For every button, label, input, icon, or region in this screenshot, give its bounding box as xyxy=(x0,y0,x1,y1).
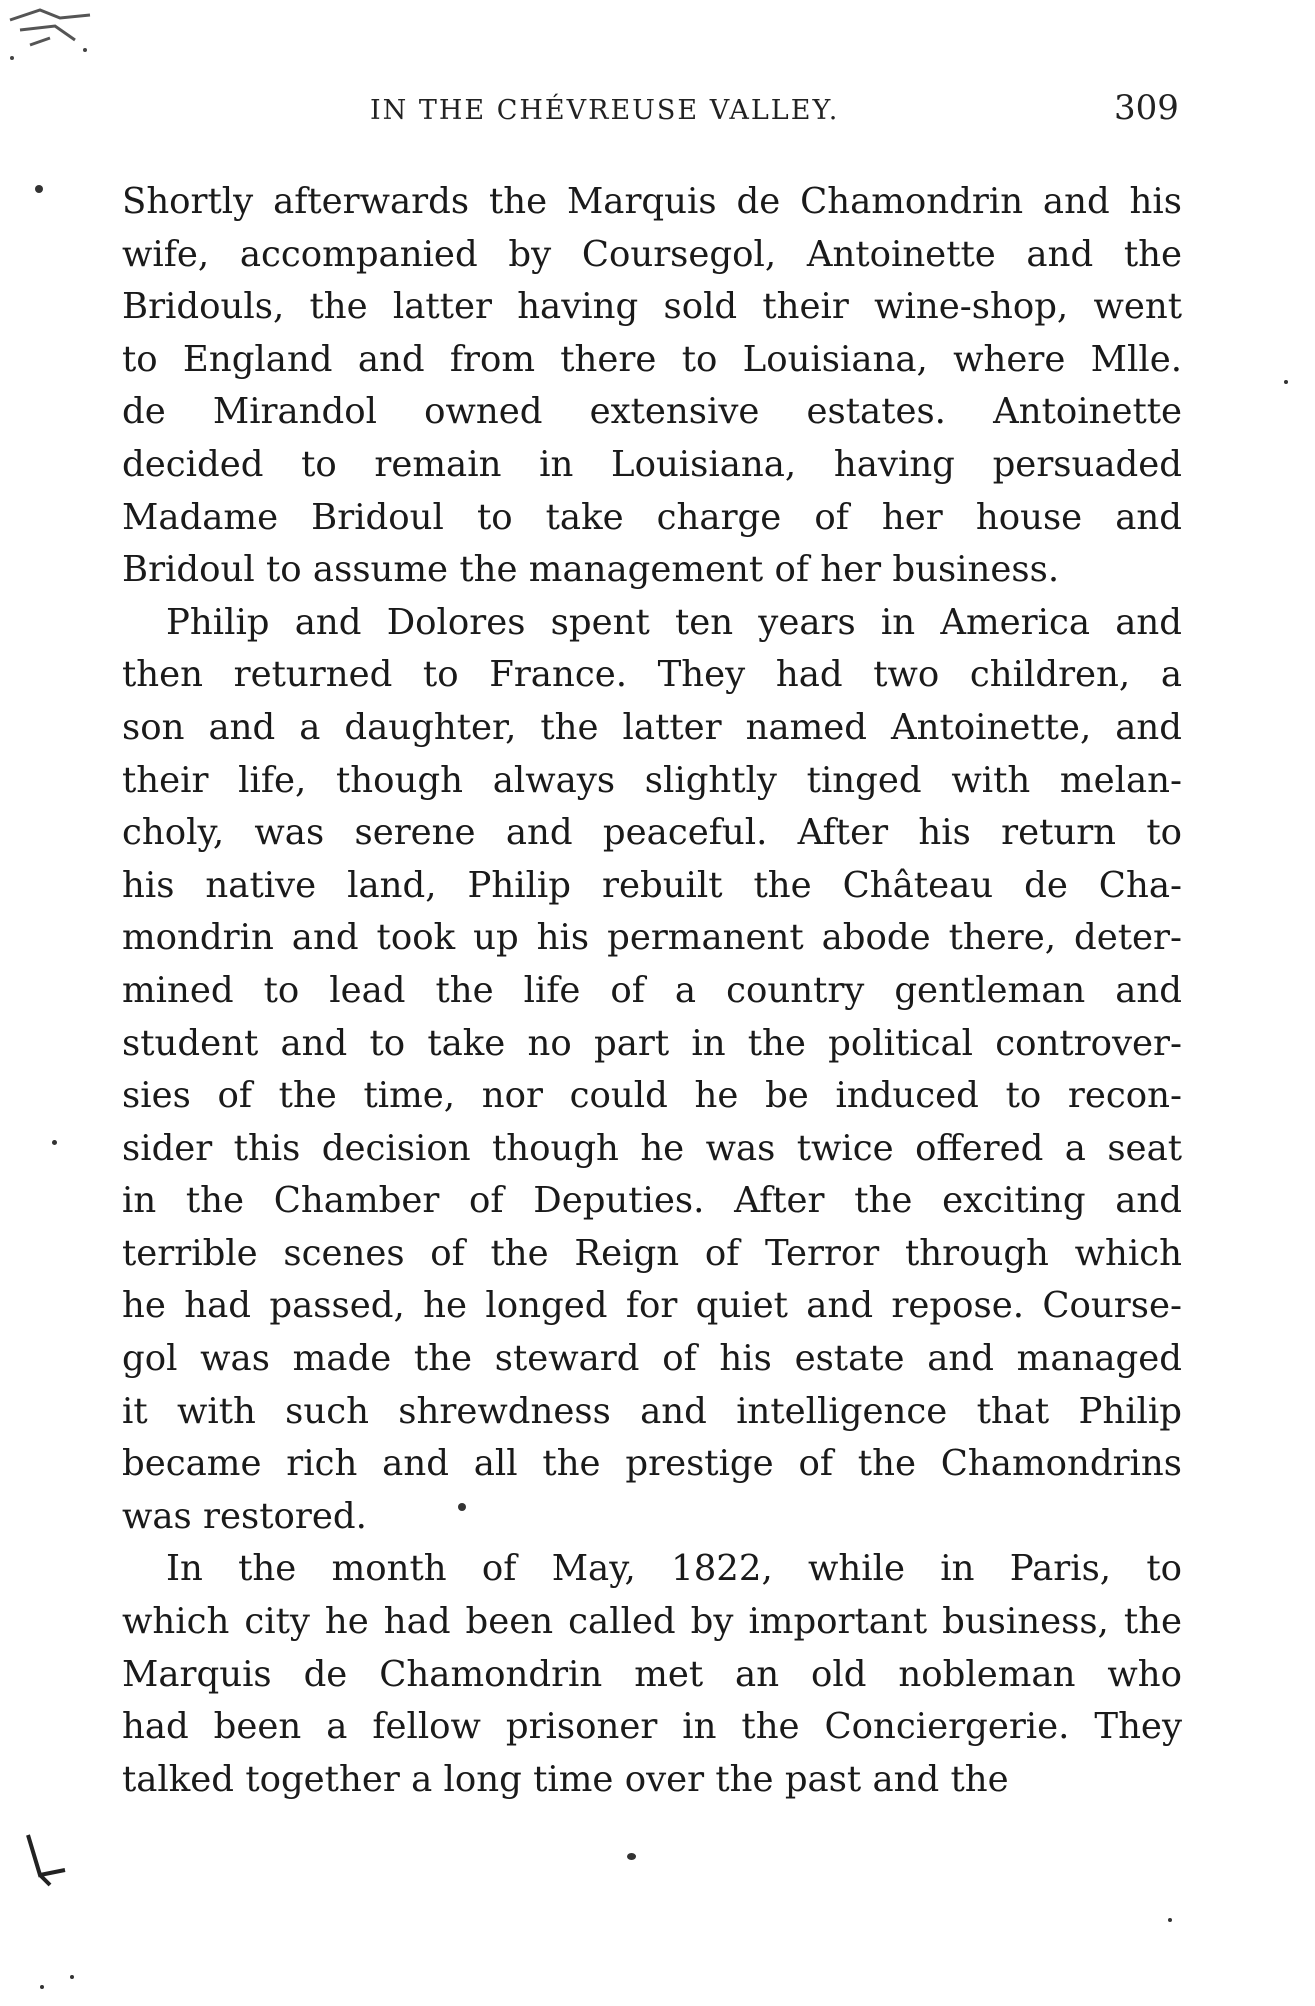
text-line: became rich and all the prestige of the Chamondrins xyxy=(122,1443,1182,1485)
text-line: gol was made the steward of his estate and managed xyxy=(122,1338,1182,1380)
text-line: Marquis de Chamondrin met an old nobleman who xyxy=(122,1653,1182,1695)
text-line: had been a fellow prisoner in the Conciergerie. They xyxy=(122,1706,1182,1748)
speck xyxy=(52,1140,57,1145)
text-line: was restored. xyxy=(122,1495,367,1537)
text-line: Bridoul to assume the management of her business. xyxy=(122,549,1060,591)
paragraph xyxy=(122,1543,1182,1806)
text-line: choly, was serene and peaceful. After his return to xyxy=(122,812,1182,854)
text-line: in the Chamber of Deputies. After the exciting and xyxy=(122,1180,1182,1222)
text-line: terrible scenes of the Reign of Terror through which xyxy=(122,1232,1182,1274)
running-title: IN THE CHÉVREUSE VALLEY. xyxy=(370,95,840,126)
text-line: to England and from there to Louisiana, where Mlle. xyxy=(122,338,1182,380)
page-number: 309 xyxy=(1114,88,1179,128)
speck xyxy=(70,1975,74,1979)
text-line: which city he had been called by important business, the xyxy=(122,1601,1182,1643)
text-line: sider this decision though he was twice offered a seat xyxy=(122,1127,1182,1169)
text-line: In the month of May, 1822, while in Paris, to xyxy=(166,1548,1182,1590)
ink-blot-top-left xyxy=(0,0,110,80)
text-line: student and to take no part in the political controver- xyxy=(122,1022,1182,1064)
text-line: it with such shrewdness and intelligence that Philip xyxy=(122,1390,1182,1432)
paragraph xyxy=(122,176,1182,597)
text-line: son and a daughter, the latter named Antoinette, and xyxy=(122,706,1182,748)
text-line: Philip and Dolores spent ten years in America and xyxy=(166,601,1182,643)
speck xyxy=(40,1985,44,1989)
ink-mark-bottom-left xyxy=(20,1830,90,1900)
text-line: talked together a long time over the past and the xyxy=(122,1758,1009,1800)
text-line: then returned to France. They had two children, a xyxy=(122,654,1182,696)
text-line: Bridouls, the latter having sold their wine-shop, went xyxy=(122,286,1182,328)
text-line: wife, accompanied by Coursegol, Antoinette and the xyxy=(122,233,1182,275)
text-line: de Mirandol owned extensive estates. Antoinette xyxy=(122,391,1182,433)
paragraph xyxy=(122,597,1182,1544)
text-line: his native land, Philip rebuilt the Château de Cha- xyxy=(122,864,1182,906)
speck xyxy=(35,185,43,193)
text-line: their life, though always slightly tinged with melan- xyxy=(122,759,1182,801)
speck xyxy=(627,1853,636,1860)
text-line: he had passed, he longed for quiet and repose. Course- xyxy=(122,1285,1182,1327)
text-line: mined to lead the life of a country gentleman and xyxy=(122,969,1182,1011)
body-text xyxy=(122,176,1182,1806)
text-line: sies of the time, nor could he be induced to recon- xyxy=(122,1075,1182,1117)
speck xyxy=(1168,1918,1172,1922)
text-line: Shortly afterwards the Marquis de Chamondrin and his xyxy=(122,181,1182,222)
text-line: Madame Bridoul to take charge of her house and xyxy=(122,496,1182,538)
speck xyxy=(1284,380,1288,384)
text-line: mondrin and took up his permanent abode there, deter- xyxy=(122,917,1182,959)
text-line: decided to remain in Louisiana, having persuaded xyxy=(122,443,1182,485)
